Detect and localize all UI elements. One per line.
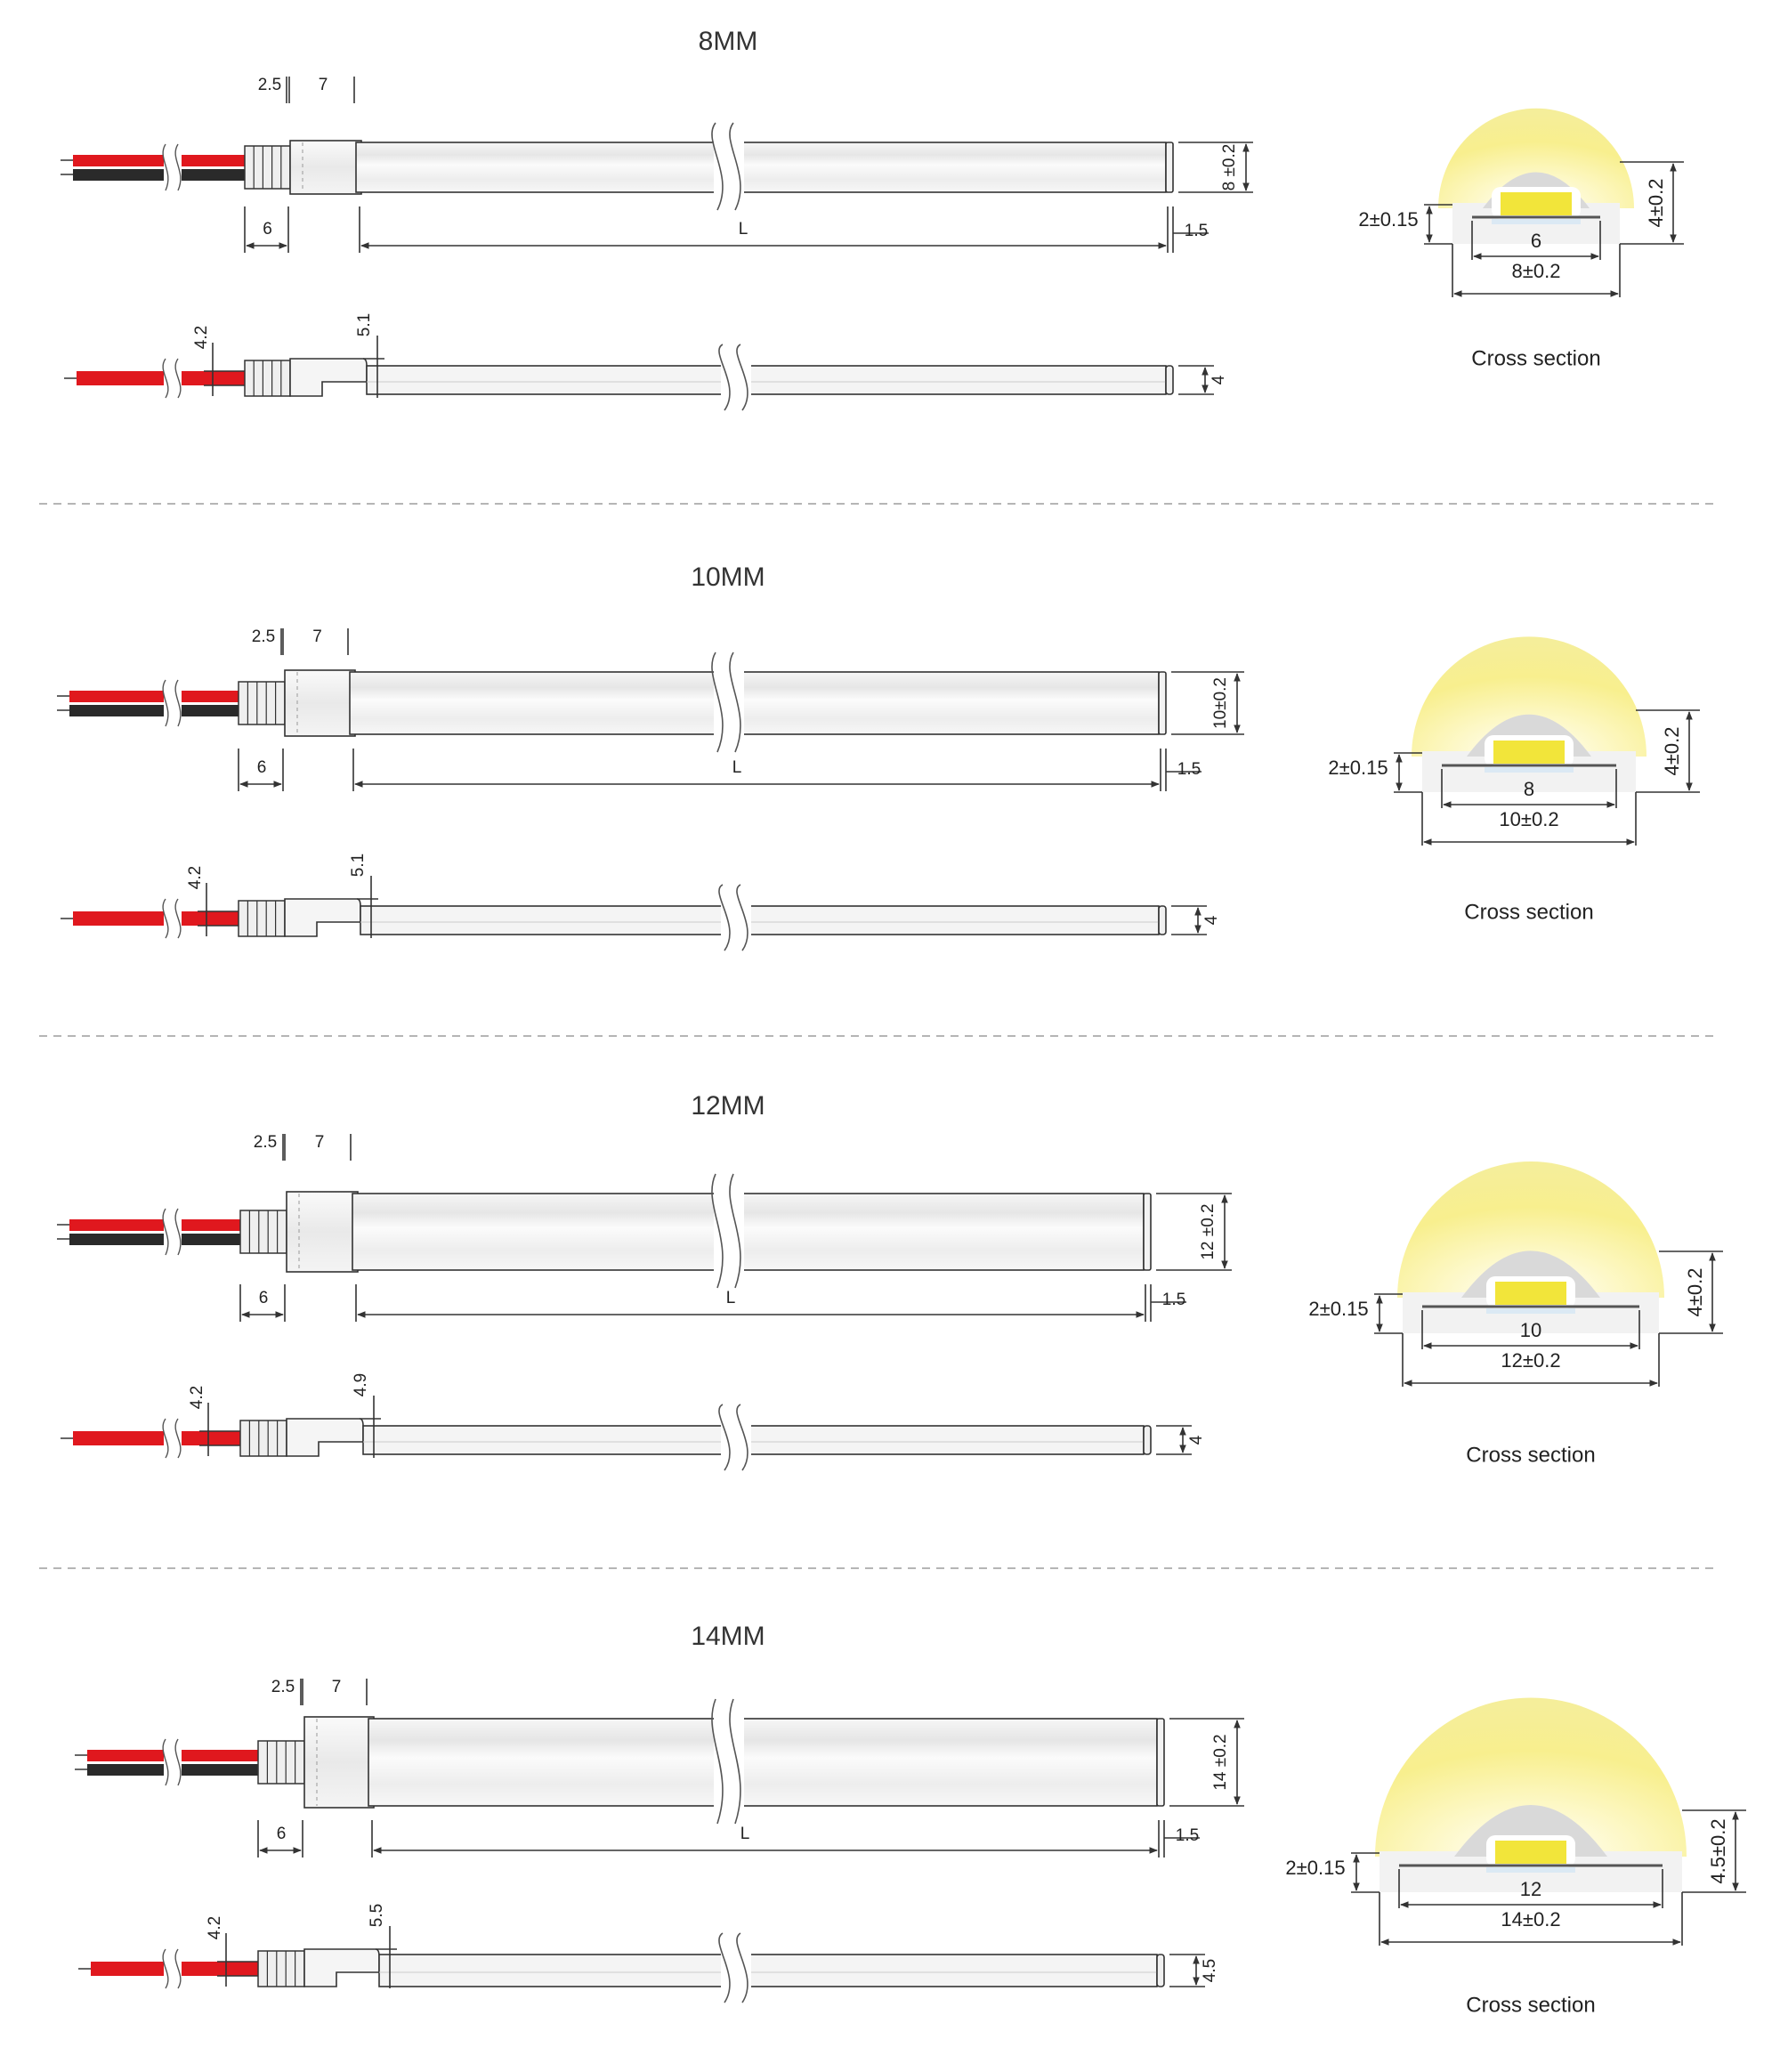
- cable-boot: [239, 901, 285, 936]
- section-title: 8MM: [698, 26, 758, 56]
- cross-section: [1285, 1698, 1746, 2018]
- cross-section: [1308, 1161, 1723, 1467]
- side-tube-end: [1157, 1955, 1164, 1987]
- side-view: [78, 1904, 1219, 2003]
- dim-label-7: 7: [318, 76, 328, 95]
- wire-thickness-label: 4.2: [192, 325, 212, 350]
- pcb-shadow: [1485, 767, 1574, 773]
- end-cap: [290, 141, 361, 194]
- cable-boot: [245, 146, 290, 189]
- cap-height-label: 5.1: [355, 312, 375, 337]
- section-title: 14MM: [691, 1621, 765, 1651]
- end-cap: [304, 1717, 374, 1808]
- outer-width-label: 8±0.2: [1511, 259, 1561, 282]
- total-height-label: 4±0.2: [1660, 726, 1683, 776]
- cross-section-caption: Cross section: [1471, 346, 1601, 371]
- tube-end: [1144, 1194, 1151, 1270]
- break-gap: [721, 359, 751, 398]
- dim-label-1.5: 1.5: [1175, 1826, 1200, 1846]
- height-label: 8 ±0.2: [1220, 143, 1240, 191]
- cross-section-caption: Cross section: [1466, 1443, 1596, 1468]
- led-chip: [1501, 192, 1572, 215]
- dim-label-6: 6: [276, 1825, 287, 1844]
- red-wire: [73, 155, 245, 166]
- end-cap: [287, 1192, 358, 1272]
- dim-label-6: 6: [258, 1289, 269, 1308]
- dim-label-2.5: 2.5: [253, 1133, 278, 1153]
- height-label: 14 ±0.2: [1211, 1734, 1231, 1791]
- wire-break-gap: [164, 1419, 182, 1458]
- cross-section: [1358, 109, 1684, 371]
- section-10mm: [57, 563, 1700, 951]
- led-chip: [1495, 1841, 1566, 1864]
- neon-tube: [352, 1194, 1144, 1270]
- cable-boot: [245, 360, 290, 396]
- dim-label-1.5: 1.5: [1177, 760, 1202, 780]
- led-chip: [1493, 741, 1565, 764]
- dim-label-6: 6: [263, 220, 272, 239]
- inner-width-label: 8: [1523, 777, 1535, 800]
- thickness-label: 4: [1187, 1435, 1207, 1445]
- side-view: [64, 313, 1228, 410]
- side-end-cap: [285, 899, 360, 936]
- section-14mm: [75, 1622, 1746, 2017]
- red-wire: [73, 911, 239, 926]
- cap-height-label: 5.5: [368, 1903, 387, 1928]
- pcb-shadow: [1486, 1308, 1575, 1314]
- side-view: [61, 854, 1221, 951]
- section-title: 12MM: [691, 1090, 765, 1121]
- dim-label-1.5: 1.5: [1161, 1291, 1186, 1310]
- tube-end: [1157, 1719, 1164, 1806]
- length-label: L: [725, 1289, 736, 1308]
- total-height-label: 4.5±0.2: [1706, 1818, 1729, 1884]
- neon-tube: [350, 672, 1159, 734]
- top-view: [61, 76, 1253, 253]
- inner-width-label: 10: [1519, 1318, 1542, 1341]
- outer-width-label: 12±0.2: [1501, 1348, 1561, 1372]
- height-label: 12 ±0.2: [1199, 1203, 1218, 1260]
- outer-width-label: 10±0.2: [1499, 807, 1559, 830]
- section-title: 10MM: [691, 562, 765, 592]
- dim-label-7: 7: [312, 627, 322, 647]
- break-gap: [714, 1188, 744, 1275]
- section-8mm: [61, 27, 1684, 410]
- black-wire: [73, 169, 245, 181]
- top-view: [57, 627, 1244, 791]
- tube-end: [1166, 142, 1173, 192]
- thickness-label: 4: [1202, 915, 1222, 926]
- break-gap: [714, 667, 744, 740]
- red-wire: [77, 371, 245, 385]
- side-tube: [363, 1426, 1144, 1454]
- inner-width-label: 6: [1530, 229, 1542, 252]
- wire-break-gap: [164, 899, 182, 938]
- black-wire: [69, 1234, 240, 1245]
- side-end-cap: [290, 359, 367, 396]
- thickness-label: 4: [1210, 375, 1229, 385]
- led-chip: [1495, 1282, 1566, 1305]
- break-gap: [721, 1419, 751, 1458]
- side-tube: [360, 906, 1159, 935]
- pcb-shadow: [1492, 219, 1581, 224]
- side-tube-end: [1144, 1426, 1151, 1454]
- cable-boot: [258, 1951, 304, 1987]
- length-label: L: [738, 220, 748, 239]
- outer-width-label: 14±0.2: [1501, 1907, 1561, 1930]
- tube-end: [1159, 672, 1166, 734]
- break-gap: [714, 1713, 744, 1811]
- thickness-label: 4.5: [1201, 1958, 1220, 1983]
- side-tube-end: [1166, 366, 1173, 394]
- wire-break-gap: [164, 1949, 182, 1988]
- cable-boot: [240, 1420, 287, 1456]
- end-cap: [285, 670, 355, 736]
- cable-boot: [258, 1741, 304, 1784]
- side-view: [61, 1373, 1206, 1470]
- base-height-label: 2±0.15: [1285, 1856, 1346, 1879]
- cross-section: [1328, 636, 1700, 924]
- cable-boot: [239, 682, 285, 724]
- pcb-shadow: [1486, 1867, 1575, 1873]
- cap-height-label: 4.9: [352, 1372, 371, 1397]
- break-gap: [721, 1947, 751, 1990]
- dim-label-6: 6: [256, 758, 267, 778]
- inner-width-label: 12: [1519, 1877, 1542, 1900]
- cap-height-label: 5.1: [349, 853, 368, 878]
- length-label: L: [732, 758, 742, 778]
- side-end-cap: [304, 1949, 379, 1987]
- neon-tube: [356, 142, 1166, 192]
- total-height-label: 4±0.2: [1683, 1267, 1706, 1317]
- cross-section-caption: Cross section: [1466, 1993, 1596, 2018]
- break-gap: [721, 899, 751, 938]
- red-wire: [73, 1431, 240, 1445]
- total-height-label: 4±0.2: [1644, 178, 1667, 228]
- dim-label-7: 7: [331, 1678, 342, 1697]
- base-height-label: 2±0.15: [1358, 207, 1419, 231]
- wire-break-gap: [164, 359, 182, 398]
- side-tube: [379, 1955, 1157, 1987]
- cross-section-caption: Cross section: [1464, 900, 1594, 925]
- black-wire: [69, 705, 239, 716]
- side-tube-end: [1159, 906, 1166, 935]
- dim-label-7: 7: [314, 1133, 325, 1153]
- section-12mm: [57, 1091, 1723, 1470]
- wire-thickness-label: 4.2: [206, 1915, 225, 1940]
- cable-boot: [240, 1210, 287, 1253]
- base-height-label: 2±0.15: [1308, 1297, 1369, 1320]
- dim-label-2.5: 2.5: [251, 627, 276, 647]
- side-tube: [367, 366, 1166, 394]
- base-height-label: 2±0.15: [1328, 756, 1388, 779]
- dim-label-2.5: 2.5: [271, 1678, 295, 1697]
- dim-label-1.5: 1.5: [1184, 222, 1209, 241]
- neon-tube: [368, 1719, 1157, 1806]
- dim-label-2.5: 2.5: [257, 76, 282, 95]
- height-label: 10±0.2: [1211, 677, 1231, 729]
- red-wire: [69, 691, 239, 702]
- break-gap: [714, 137, 744, 198]
- wire-thickness-label: 4.2: [188, 1385, 207, 1410]
- top-view: [75, 1678, 1244, 1858]
- length-label: L: [740, 1825, 750, 1844]
- top-view: [57, 1133, 1232, 1322]
- side-end-cap: [287, 1419, 363, 1456]
- wire-thickness-label: 4.2: [186, 865, 206, 890]
- red-wire: [69, 1219, 240, 1231]
